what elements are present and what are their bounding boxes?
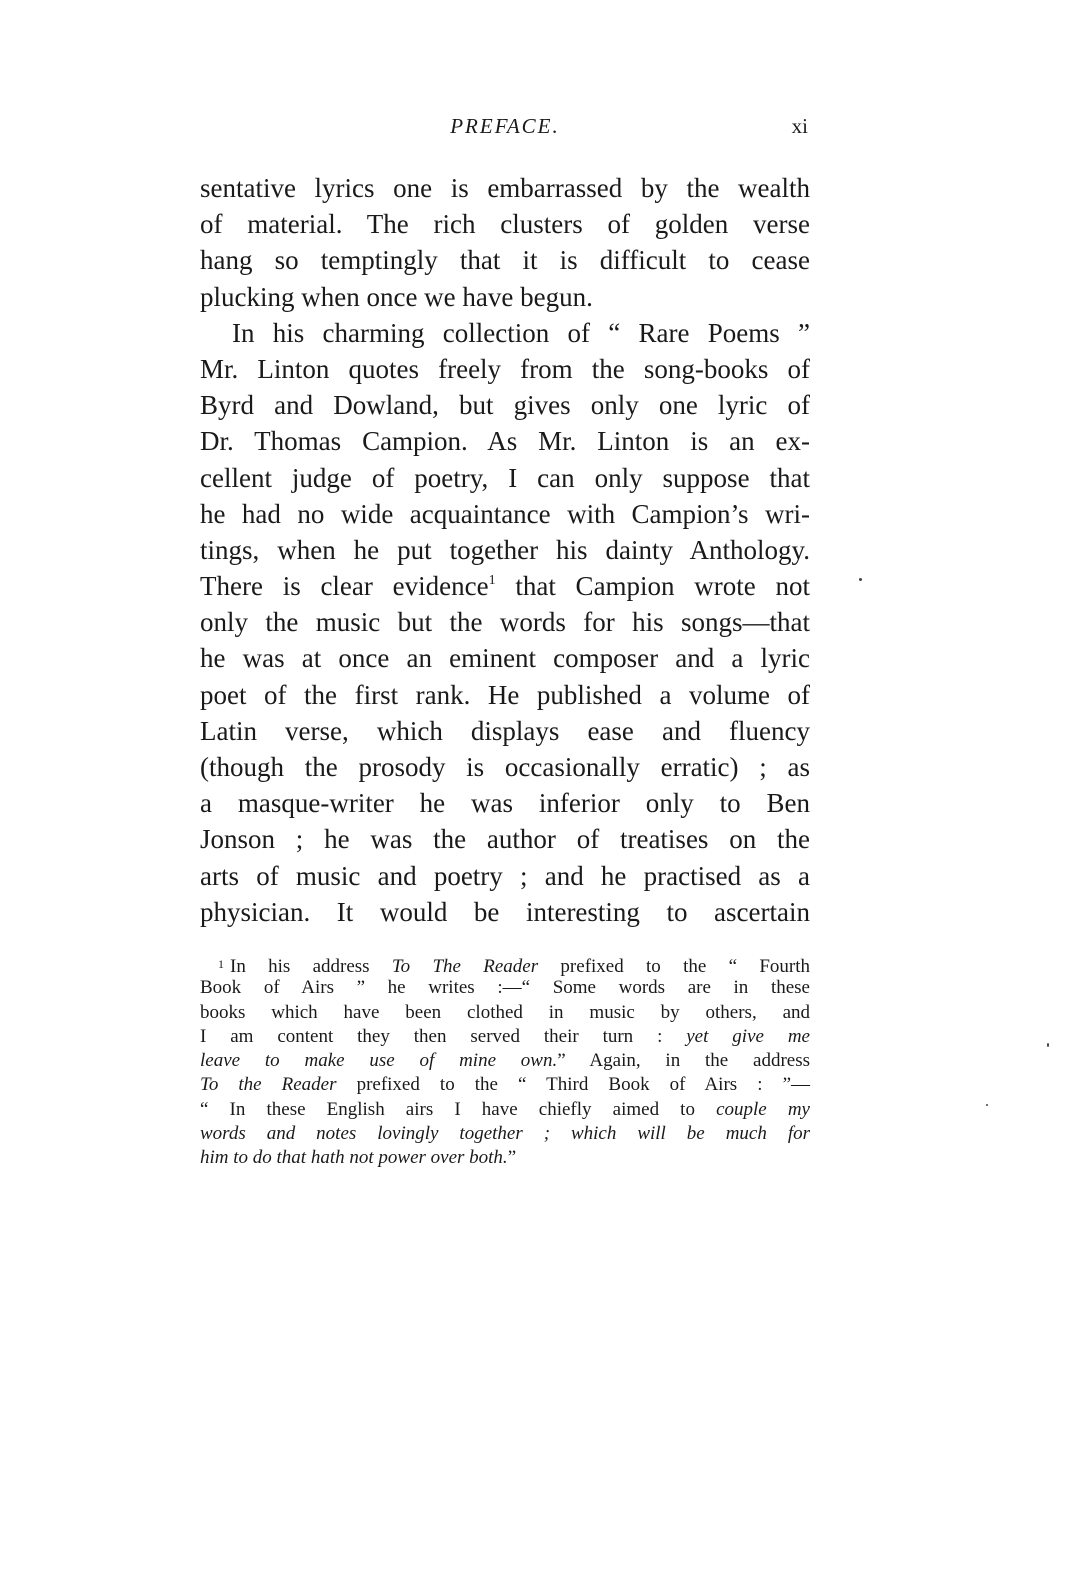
text-line: Mr. Linton quotes freely from the song-books of	[200, 353, 810, 384]
scan-speck	[859, 578, 862, 581]
footnote-italic: leave to make use of mine own.	[200, 1050, 558, 1072]
text-line: Dr. Thomas Campion. As Mr. Linton is an ex-	[200, 426, 810, 457]
footnote-line	[200, 1146, 810, 1170]
footnote-text: prefixed to the “ Fourth	[538, 956, 810, 977]
text-line: sentative lyrics one is embarrassed by the wealth	[200, 173, 810, 203]
text-line: of material. The rich clusters of golden verse	[200, 209, 810, 240]
text-line: hang so temptingly that it is difficult to cease	[200, 245, 810, 276]
footnote-italic: words and notes lovingly together ; which will be much for	[200, 1123, 810, 1145]
scan-speck	[1047, 1043, 1049, 1047]
text-line: In his charming collection of “ Rare Poems ”	[232, 317, 810, 348]
main-text	[200, 170, 810, 930]
footnote-text: ” Again, in the address	[557, 1050, 810, 1072]
footnote-text: I am content they then served their turn :	[200, 1025, 687, 1047]
footnote-line	[200, 1049, 810, 1073]
footnote	[200, 952, 810, 1171]
text-line: poet of the first rank. He published a volume of	[200, 679, 810, 710]
text-line: tings, when he put together his dainty Anthology.	[200, 534, 810, 565]
text-line: Latin verse, which displays ease and fluency	[200, 715, 810, 746]
footnote-line	[200, 1098, 810, 1122]
footnote-line: books which have been clothed in music by others, and	[200, 1001, 810, 1023]
page-number: xi	[791, 114, 808, 138]
text-line: (though the prosody is occasionally erratic) ; as	[200, 752, 810, 782]
footnote-italic: To The Reader	[391, 956, 539, 977]
footnote-italic: To the Reader	[200, 1074, 337, 1096]
text-line: Byrd and Dowland, but gives only one lyric of	[200, 390, 810, 421]
footnote-reference: 1	[488, 573, 496, 589]
text-line: plucking when once we have begun.	[200, 281, 593, 312]
text-line: cellent judge of poetry, I can only suppose that	[200, 462, 810, 493]
text-line: he had no wide acquaintance with Campion’s wri-	[200, 498, 810, 529]
footnote-line	[200, 1122, 810, 1146]
footnote-text: In his address	[230, 956, 392, 977]
scan-speck	[986, 1104, 988, 1106]
text-line: only the music but the words for his songs—that	[200, 607, 810, 638]
footnote-text: “ In these English airs I have chiefly aimed to	[200, 1098, 717, 1120]
text-line: physician. It would be interesting to ascertain	[200, 896, 810, 927]
footnote-text: prefixed to the “ Third Book of Airs : ”—	[336, 1074, 810, 1096]
text-line: he was at once an eminent composer and a lyric	[200, 643, 810, 674]
footnote-line: Book of Airs ” he writes :—“ Some words are in these	[200, 977, 810, 999]
footnote-italic: couple my	[716, 1098, 810, 1120]
footnote-line	[200, 1073, 810, 1097]
text-line	[200, 568, 810, 604]
text-line: a masque-writer he was inferior only to Ben	[200, 788, 810, 819]
running-title: PREFACE.	[450, 114, 560, 138]
text-segment: that Campion wrote not	[515, 571, 811, 602]
footnote-italic: yet give me	[686, 1025, 810, 1047]
running-head	[200, 114, 810, 144]
footnote-line	[200, 952, 810, 976]
text-line: Jonson ; he was the author of treatises on the	[200, 824, 810, 855]
footnote-line	[200, 1025, 810, 1049]
footnote-marker: 1	[218, 957, 224, 971]
text-line: arts of music and poetry ; and he practised as a	[200, 860, 810, 891]
text-segment: There is clear evidence	[200, 571, 489, 602]
footnote-text: ”	[507, 1147, 517, 1169]
footnote-italic: him to do that hath not power over both.	[200, 1147, 508, 1169]
